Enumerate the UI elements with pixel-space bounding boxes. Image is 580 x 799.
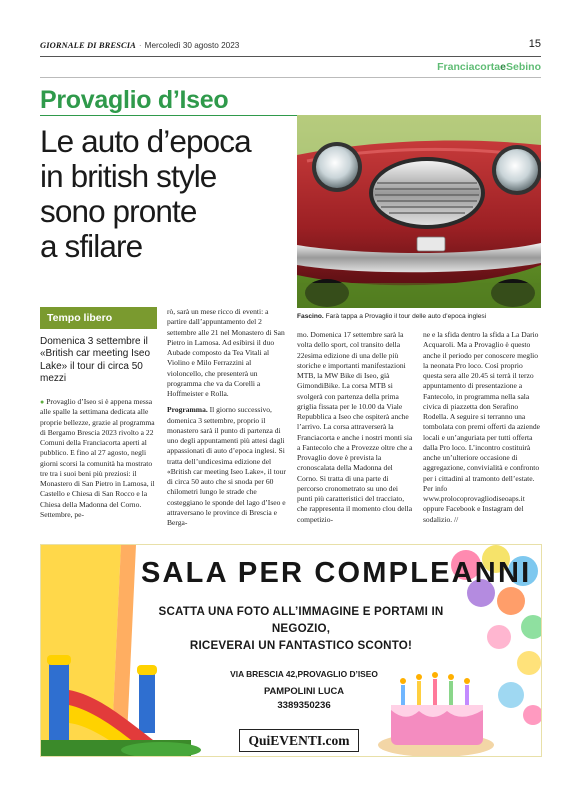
kicker-underline <box>40 115 298 116</box>
column-2-text-b: Il giorno successivo, domenica 3 settembre, proprio il monastero sarà il punto di partenza di uno degli appuntamenti più attesi dagli appassionati di auto d’epoca inglesi. Si tratta dell’undicesima edizione del «British car meeting Iseo Lake», il tour di circa 50 auto che si snoda per 60 chilometri lungo le strade che costeggiano le sponde del lago d’Iseo e attraversano le province di Brescia e Berga- <box>167 405 286 527</box>
ad-message <box>136 603 466 654</box>
column-4-text: ne e la sfida dentro la sfida a La Dario Acquaroli. Ma a Provaglio è questo anche il periodo per conoscere meglio la neonata Pro loco. Così proprio questa sera alle 20.45 si terrà il terzo appuntamento di presentazione a Fantecolo, in programma nella sala civica di piazzetta don Serafino Rodella. A seguire si terranno una tombolata con premi offerti da aziende locali e un’anguriata per tutti offerta dalla Pro loco. L’incontro costituirà anche un’ulteriore occasione di aggregazione, convivialità e confronto per i cittadini al tramonto dell’estate. Per info www.prolocoprovagliodiseoaps.it oppure Facebook e Instagram del sodalizio. // <box>423 330 540 524</box>
column-2-runin: Programma. <box>167 405 208 415</box>
section-part-3: Sebino <box>505 61 541 73</box>
headline-line: sono pronte <box>40 193 197 229</box>
ad-message-line: NEGOZIO, <box>271 622 331 635</box>
masthead: GIORNALE DI BRESCIA <box>40 40 136 50</box>
ad-phone[interactable]: 3389350236 <box>277 700 331 711</box>
ad-owner-name: PAMPOLINI LUCA <box>263 684 345 696</box>
bullet-icon: ● <box>40 398 45 406</box>
ad-contact <box>209 667 399 714</box>
advertisement[interactable] <box>40 544 542 757</box>
header-separator: · <box>138 41 142 50</box>
photo-caption <box>297 312 547 321</box>
ad-message-line: RICEVERAI UN FANTASTICO SCONTO! <box>189 639 413 652</box>
text-column-1 <box>40 397 158 520</box>
column-1-text: Provaglio d’Iseo si è appena messa alle spalle la settimana dedicata alle proprie bellezze, grazie al programma di Bergamo Brescia 2023 rivolto a 22 Comuni della Franciacorta aperti al pubblico. E fino al 27 agosto, negli giorni scorsi la comunità ha mostrato tre tra i suoi beni più preziosi: il Monastero di San Pietro in Lamosa, il Castello e Chiesa di San Rocco e la Chiesa della Madonna del Corno. Settembre, pe- <box>40 397 155 519</box>
column-2-text-a: rò, sarà un mese ricco di eventi: a partire dall’appuntamento del 2 settembre alle 21 nel Monastero di San Pietro in Lamosa. Ad esibirsi il duo Aubade composto da Tea Vitali al Violino e Milo Ferrazzini al violoncello, che presenterà un programma che va da Corelli a Hoffmeister e Rolla. <box>167 307 285 398</box>
headline-line: a sfilare <box>40 228 143 264</box>
header-rule <box>40 56 541 57</box>
category-tag: Tempo libero <box>40 307 157 329</box>
section-name <box>437 61 541 73</box>
article-photo <box>297 115 541 308</box>
headline-line: in british style <box>40 158 217 194</box>
article-kicker: Provaglio d’Iseo <box>40 86 229 114</box>
page-number: 15 <box>528 38 541 50</box>
ad-message-line: SCATTA UNA FOTO ALL’IMMAGINE E PORTAMI IN <box>158 605 444 618</box>
ad-title: SALA PER COMPLEANNI <box>141 557 532 589</box>
caption-text: Farà tappa a Provaglio il tour delle auto d’epoca inglesi <box>323 313 487 320</box>
article-summary: Domenica 3 settembre il «British car meeting Iseo Lake» il tour di circa 50 mezzi <box>40 336 151 384</box>
headline-line: Le auto d’epoca <box>40 123 251 159</box>
article-headline <box>40 124 296 264</box>
ad-address: VIA BRESCIA 42,PROVAGLIO D’ISEO <box>230 669 378 679</box>
vintage-car-illustration <box>297 115 541 308</box>
text-column-2 <box>167 307 287 528</box>
section-part-2: e <box>500 61 506 73</box>
text-column-4 <box>423 330 543 525</box>
ad-logo[interactable]: QuiEVENTI.com <box>239 729 359 752</box>
text-column-3 <box>297 330 415 525</box>
caption-label: Fascino. <box>297 313 324 320</box>
issue-date: Mercoledì 30 agosto 2023 <box>144 41 240 50</box>
page-header <box>40 40 541 54</box>
column-3-text: mo. Domenica 17 settembre sarà la volta dello sport, col transito della 22esima edizione di una delle più storiche e importanti manifestazioni MTB, la MW Bike di Iseo, già GimondiBike. La corsa MTB si svolgerà con partenza della prima griglia fissata per le 10.00 da Viale Repubblica a Iseo che ospiterà anche l’arrivo. La corsa attraverserà la Franciacorta e anche i nostri monti sia a Fantecolo che a Provezze oltre che a Provaglio dove è prevista la cronoscalata della Madonna del Corno. Si tratta di una parte di percorso cronometrato su uno dei punti più caratteristici del tracciato, che rappresenta il momento clou della competizio- <box>297 330 413 524</box>
section-rule <box>40 77 541 78</box>
section-part-1: Franciacorta <box>437 61 501 73</box>
